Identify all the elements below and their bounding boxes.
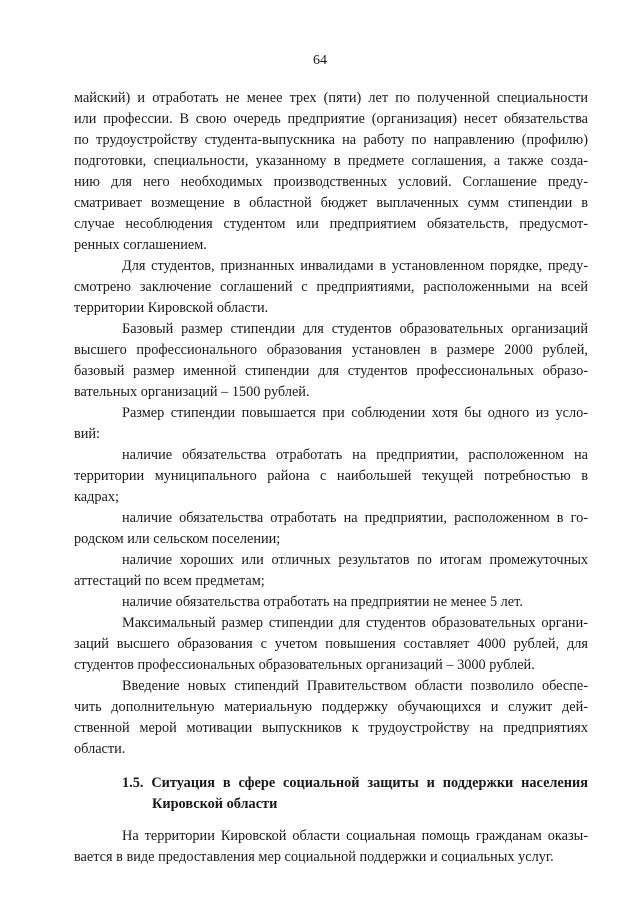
text-line: Базовый размер стипендии для студентов образовательных организаций (122, 321, 588, 337)
text-line: территории муниципального района с наибольшей текущей потребностью в (74, 468, 588, 484)
page-number: 64 (313, 53, 327, 68)
text-line: вий: (74, 426, 101, 442)
text-line: случае несоблюдения студентом или предприятием обязательств, предусмот- (74, 216, 588, 232)
text-line: чить дополнительную материальную поддержку обучающихся и служит дей- (74, 699, 588, 715)
section-heading: 1.5. Ситуация в сфере социальной защиты и поддержки населения (122, 775, 588, 791)
text-line: подготовки, специальности, указанному в предмете соглашения, а также созда- (74, 153, 588, 169)
text-line: высшего профессионального образования установлен в размере 2000 рублей, (74, 342, 588, 358)
text-line: или профессии. В свою очередь предприятие (организация) несет обязательства (74, 111, 588, 127)
text-line: сматривает возмещение в областной бюджет выплаченных сумм стипендии в (74, 195, 588, 211)
text-line: территории Кировской области. (74, 300, 269, 316)
text-line: студентов профессиональных образовательных организаций – 3000 рублей. (74, 657, 535, 673)
text-line: Введение новых стипендий Правительством области позволило обеспе- (122, 678, 588, 694)
text-line: родском или сельском поселении; (74, 531, 281, 547)
text-line: ственной мерой мотивации выпускников к трудоустройству на предприятиях (74, 720, 588, 736)
list-item: наличие обязательства отработать на предприятии, расположенном в го- (122, 510, 588, 526)
section-heading: Кировской области (152, 796, 278, 812)
text-line: области. (74, 741, 126, 757)
text-line: Размер стипендии повышается при соблюдении хотя бы одного из усло- (122, 405, 588, 421)
list-item: наличие обязательства отработать на предприятии, расположенном на (122, 447, 588, 463)
list-item: наличие обязательства отработать на предприятии не менее 5 лет. (122, 594, 523, 610)
text-line: майский) и отработать не менее трех (пяти) лет по полученной специальности (74, 90, 588, 106)
text-line: нию для него необходимых производственных условий. Соглашение преду- (74, 174, 588, 190)
text-line: смотрено заключение соглашений с предприятиями, расположенными на всей (74, 279, 588, 295)
text-line: ренных соглашением. (74, 237, 207, 253)
text-line: вается в виде предоставления мер социальной поддержки и социальных услуг. (74, 849, 554, 865)
text-line: заций высшего образования с учетом повышения составляет 4000 рублей, для (74, 636, 588, 652)
list-item: наличие хороших или отличных результатов по итогам промежуточных (122, 552, 588, 568)
text-line: по трудоустройству студента-выпускника на работу по направлению (профилю) (74, 132, 588, 148)
text-line: базовый размер именной стипендии для студентов профессиональных образо- (74, 363, 588, 379)
text-line: аттестаций по всем предметам; (74, 573, 265, 589)
text-line: Для студентов, признанных инвалидами в установленном порядке, преду- (122, 258, 588, 274)
text-line: Максимальный размер стипендии для студентов образовательных органи- (122, 615, 588, 631)
text-line: кадрах; (74, 489, 119, 505)
text-line: вательных организаций – 1500 рублей. (74, 384, 310, 400)
text-line: На территории Кировской области социальная помощь гражданам оказы- (122, 828, 588, 844)
